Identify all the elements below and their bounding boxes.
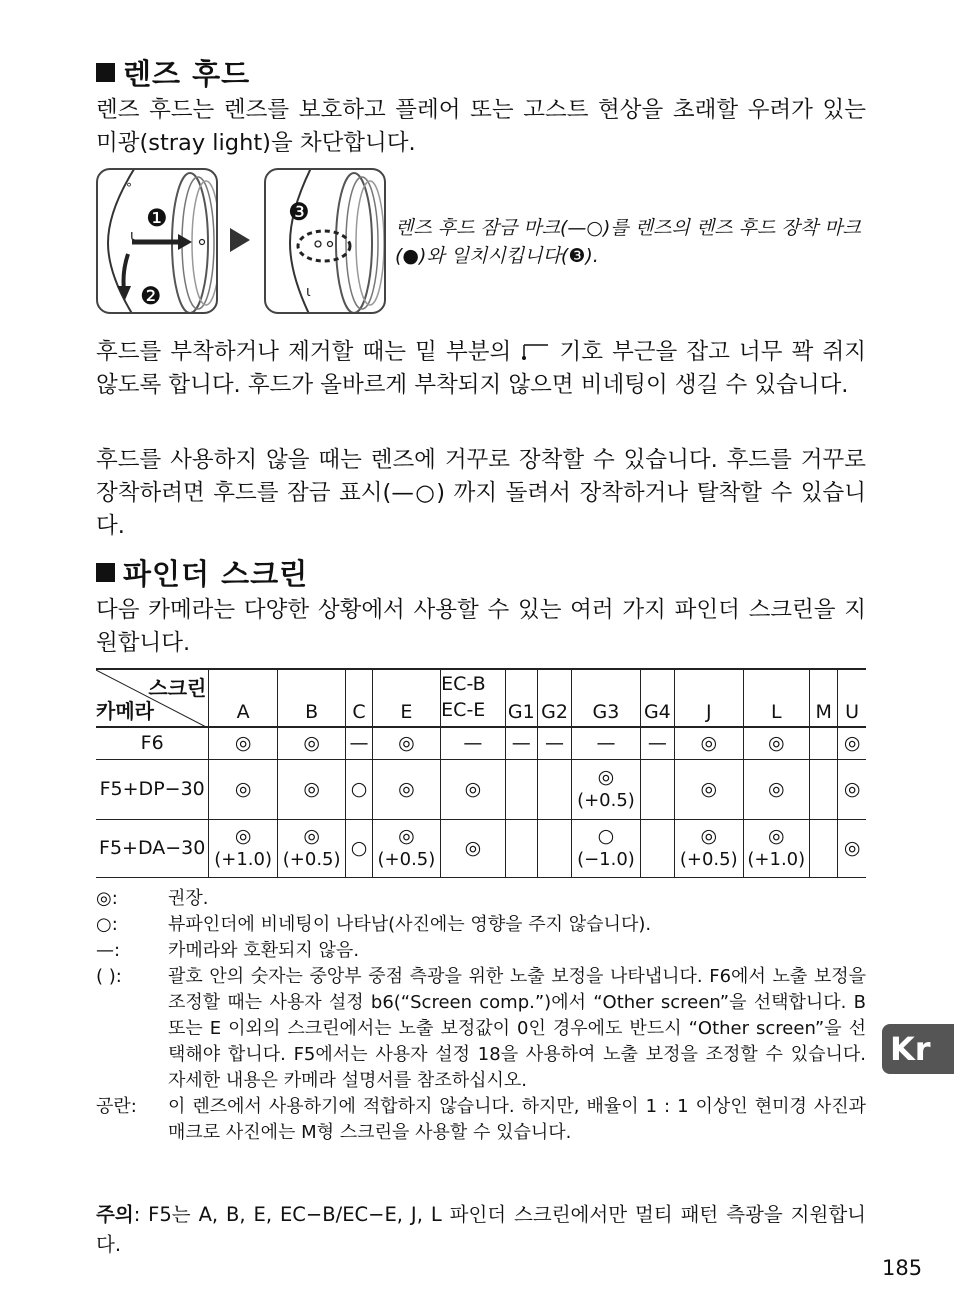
header-j: J — [674, 669, 743, 727]
table-cell: ◎ — [674, 759, 743, 819]
svg-text:ι: ι — [130, 228, 135, 244]
page-number: 185 — [882, 1256, 923, 1280]
table-row — [96, 727, 866, 759]
hood-figure-right — [264, 168, 386, 314]
header-a: A — [209, 669, 278, 727]
table-cell — [640, 819, 674, 877]
language-tab-kr: Kr — [882, 1024, 954, 1074]
table-cell: ◎ — [743, 727, 810, 759]
table-cell: ◎ — [277, 759, 346, 819]
table-cell: ○ (−1.0) — [572, 819, 641, 877]
table-cell: ◎ — [372, 727, 441, 759]
header-b: B — [277, 669, 346, 727]
hood-alignment-caption: 렌즈 후드 잠금 마크(—○)를 렌즈의 렌즈 후드 장착 마크(●)와 일치시킵니다(❸). — [395, 217, 861, 267]
legend-item: ( ): 괄호 안의 숫자는 중앙부 중점 측광을 위한 노출 보정을 나타냅니다. F6에서 노출 보정을 조정할 때는 사용자 설정 b6(“Screen comp.”)에서 “Other screen”을 선택합니다. B 또는 E 이외의 스크린에서는 노출 보정값이 0인 경우에도 반드시 “Other screen”을 선택해야 합니다. F5에서는 사용자 설정 18을 사용하여 노출 보정을 조정할 수 있습니다. 자세한 내용은 카메라 설명서를 참조하십시오. — [96, 966, 866, 1091]
table-row — [96, 759, 866, 819]
screen-compatibility-table — [96, 668, 866, 878]
hood-figure-left — [96, 168, 218, 314]
table-legend — [96, 886, 866, 1146]
section-title-focusing-screen: 파인더 스크린 — [96, 552, 308, 593]
header-g3: G3 — [572, 669, 641, 727]
table-cell: ○ — [346, 759, 372, 819]
table-cell: ◎ — [209, 727, 278, 759]
header-c: C — [346, 669, 372, 727]
note-label: 주의 — [96, 1203, 134, 1226]
table-cell — [505, 759, 537, 819]
header-l: L — [743, 669, 810, 727]
table-cell: ◎ — [674, 727, 743, 759]
square-bullet-icon — [96, 563, 115, 582]
step-2-marker: ❷ — [140, 282, 162, 310]
table-cell: ◎ — [441, 759, 506, 819]
table-cell: ◎ — [838, 759, 866, 819]
legend-item: 공란: 이 렌즈에서 사용하기에 적합하지 않습니다. 하지만, 배율이 1 : 1 이상인 현미경 사진과 매크로 사진에는 M형 스크린을 사용할 수 있습니다. — [96, 1096, 866, 1143]
table-cell — [537, 759, 571, 819]
camera-name: F5+DA−30 — [96, 819, 209, 877]
table-cell: ◎ (+1.0) — [743, 819, 810, 877]
table-cell: — — [640, 727, 674, 759]
table-cell: ◎ (+0.5) — [674, 819, 743, 877]
lens-hood-intro: 렌즈 후드는 렌즈를 보호하고 플레어 또는 고스트 현상을 초래할 우려가 있는 미광(stray light)을 차단합니다. — [96, 97, 866, 156]
reverse-mount-paragraph: 후드를 사용하지 않을 때는 렌즈에 거꾸로 장착할 수 있습니다. 후드를 거꾸로 장착하려면 후드를 잠금 표시(—○) 까지 돌려서 장착하거나 탈착할 수 있습니다. — [96, 447, 866, 539]
table-cell: ◎ — [838, 819, 866, 877]
step-3-marker: ❸ — [288, 198, 310, 226]
table-cell — [810, 759, 838, 819]
focusing-screen-intro: 다음 카메라는 다양한 상황에서 사용할 수 있는 여러 가지 파인더 스크린을 지원합니다. — [96, 597, 866, 656]
table-cell: ○ — [346, 819, 372, 877]
table-corner-cell: 스크린 카메라 — [96, 669, 209, 727]
lens-hood-illustration-2 — [266, 170, 386, 314]
table-cell — [537, 819, 571, 877]
legend-item: —: 카메라와 호환되지 않음. — [96, 940, 360, 961]
table-cell — [810, 819, 838, 877]
table-cell: ◎ (+0.5) — [277, 819, 346, 877]
table-cell: ◎ (+1.0) — [209, 819, 278, 877]
attach-paragraph: 후드를 부착하거나 제거할 때는 밑 부분의 기호 부근을 잡고 너무 꽉 쥐지 않도록 합니다. 후드가 올바르게 부착되지 않으면 비네팅이 생길 수 있습니다. — [96, 339, 866, 398]
f5-metering-note: 주의: F5는 A, B, E, EC−B/EC−E, J, L 파인더 스크린에서만 멀티 패턴 측광을 지원합니다. — [96, 1203, 866, 1256]
header-ec: EC-B EC-E — [441, 669, 506, 727]
table-cell: ◎ — [277, 727, 346, 759]
table-cell: ◎ (+0.5) — [372, 819, 441, 877]
table-cell: — — [537, 727, 571, 759]
table-cell: ◎ (+0.5) — [572, 759, 641, 819]
header-g4: G4 — [640, 669, 674, 727]
table-cell: — — [505, 727, 537, 759]
table-cell — [810, 727, 838, 759]
square-bullet-icon — [96, 63, 115, 82]
table-cell: ◎ — [441, 819, 506, 877]
table-cell: ◎ — [209, 759, 278, 819]
section-title-lens-hood: 렌즈 후드 — [96, 52, 250, 93]
legend-item: ○: 뷰파인더에 비네팅이 나타남(사진에는 영향을 주지 않습니다). — [96, 914, 652, 935]
grip-symbol-icon — [520, 341, 550, 361]
svg-text:ι: ι — [306, 284, 311, 300]
header-u: U — [838, 669, 866, 727]
header-g1: G1 — [505, 669, 537, 727]
table-cell — [640, 759, 674, 819]
step-1-marker: ❶ — [146, 204, 168, 232]
camera-name: F6 — [96, 727, 209, 759]
triangle-arrow-icon — [230, 228, 250, 252]
table-header-row — [96, 669, 866, 727]
svg-text:°: ° — [126, 181, 132, 195]
table-cell: ◎ — [838, 727, 866, 759]
table-cell: — — [572, 727, 641, 759]
header-g2: G2 — [537, 669, 571, 727]
table-cell: — — [346, 727, 372, 759]
camera-name: F5+DP−30 — [96, 759, 209, 819]
legend-item: ◎: 권장. — [96, 888, 209, 909]
table-cell — [505, 819, 537, 877]
table-row — [96, 819, 866, 877]
table-cell: — — [441, 727, 506, 759]
table-cell: ◎ — [743, 759, 810, 819]
table-cell: ◎ — [372, 759, 441, 819]
header-m: M — [810, 669, 838, 727]
header-e: E — [372, 669, 441, 727]
